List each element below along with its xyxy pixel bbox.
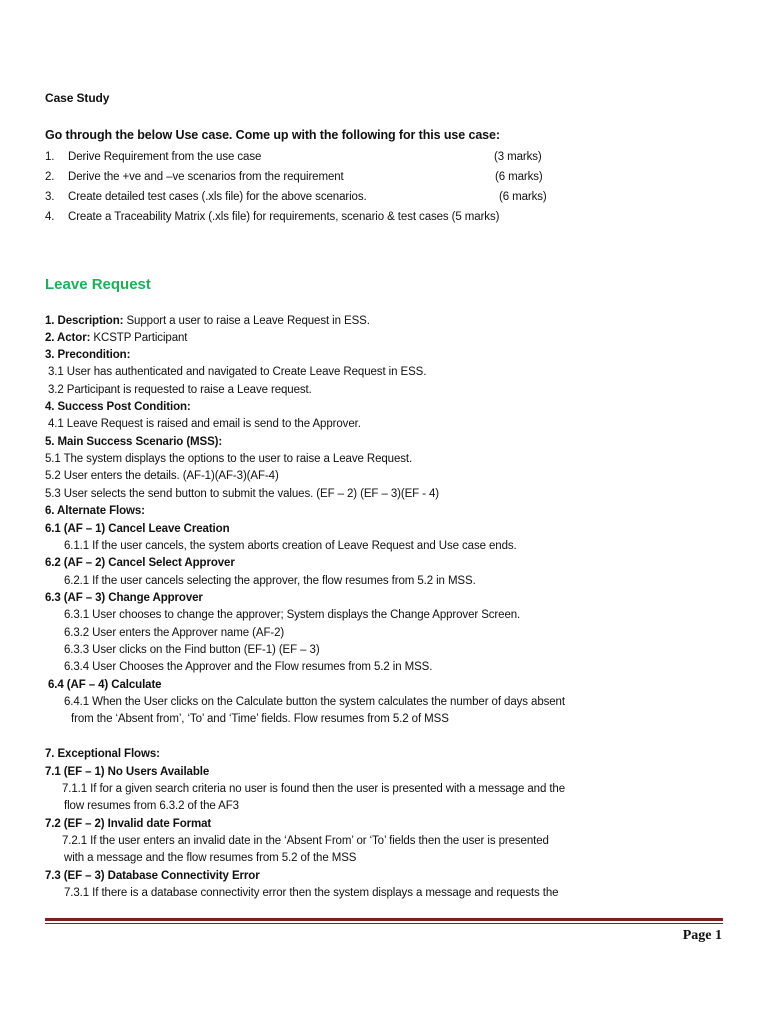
footer-divider-thin [45,923,723,924]
section-heading: Leave Request [45,276,151,293]
exceptional-flow-title: 7.1 (EF – 1) No Users Available [45,766,210,778]
description-label: 1. Description: [45,315,124,327]
case-study-title: Case Study [45,91,110,105]
exceptional-flow-title: 7.3 (EF – 3) Database Connectivity Error [45,870,260,882]
alternate-flow-title: 6.4 (AF – 4) Calculate [48,679,162,691]
precondition-item: 3.1 User has authenticated and navigated to Create Leave Request in ESS. [48,366,427,378]
alternate-flow-step: 6.3.1 User chooses to change the approver; System displays the Change Approver Screen. [64,609,521,621]
alternate-flow-step: 6.4.1 When the User clicks on the Calculate button the system calculates the number of days absent [64,696,565,708]
requirement-text: Derive the +ve and –ve scenarios from the requirement [68,171,344,183]
footer-divider [45,918,723,921]
requirement-text: Derive Requirement from the use case [68,151,262,163]
exceptional-flow-step: 7.1.1 If for a given search criteria no user is found then the user is presented with a message and the [62,783,566,795]
precondition-heading: 3. Precondition: [45,349,131,361]
alternate-flow-title: 6.2 (AF – 2) Cancel Select Approver [45,557,235,569]
mss-step: 5.2 User enters the details. (AF-1)(AF-3)(AF-4) [45,470,279,482]
requirement-number: 3. [45,191,55,203]
actor-line [45,330,187,347]
exceptional-flow-title: 7.2 (EF – 2) Invalid date Format [45,818,212,830]
requirement-text: Create a Traceability Matrix (.xls file) for requirements, scenario & test cases (5 marks) [68,211,500,223]
alternate-flow-step: 6.2.1 If the user cancels selecting the approver, the flow resumes from 5.2 in MSS. [64,575,476,587]
exceptional-flow-step: 7.2.1 If the user enters an invalid date in the ‘Absent From’ or ‘To’ fields then the user is presented [62,835,549,847]
alternate-flows-heading: 6. Alternate Flows: [45,505,145,517]
requirement-marks: (3 marks) [494,151,542,163]
alternate-flow-title: 6.3 (AF – 3) Change Approver [45,592,203,604]
exceptional-flow-step: 7.3.1 If there is a database connectivity error then the system displays a message and requests the [64,887,559,899]
description-text: Support a user to raise a Leave Request in ESS. [123,315,370,327]
intro-text: Go through the below Use case. Come up with the following for this use case: [45,128,500,142]
requirement-marks: (6 marks) [499,191,547,203]
alternate-flow-step: 6.1.1 If the user cancels, the system aborts creation of Leave Request and Use case ends. [64,540,517,552]
mss-step: 5.1 The system displays the options to the user to raise a Leave Request. [45,453,413,465]
actor-text: KCSTP Participant [90,332,188,344]
requirement-text: Create detailed test cases (.xls file) for the above scenarios. [68,191,367,203]
exceptional-flow-step-continued: with a message and the flow resumes from 5.2 of the MSS [64,852,357,864]
precondition-item: 3.2 Participant is requested to raise a Leave request. [48,384,312,396]
alternate-flow-step: 6.3.3 User clicks on the Find button (EF-1) (EF – 3) [64,644,320,656]
page-number: Page 1 [682,928,722,943]
alternate-flow-title: 6.1 (AF – 1) Cancel Leave Creation [45,523,230,535]
requirement-marks: (6 marks) [495,171,543,183]
actor-label: 2. Actor: [45,332,91,344]
requirement-number: 1. [45,151,55,163]
alternate-flow-step-continued: from the ‘Absent from’, ‘To’ and ‘Time’ fields. Flow resumes from 5.2 of MSS [71,713,449,725]
post-condition-item: 4.1 Leave Request is raised and email is send to the Approver. [48,418,361,430]
requirement-number: 4. [45,211,55,223]
mss-heading: 5. Main Success Scenario (MSS): [45,436,223,448]
alternate-flow-step: 6.3.2 User enters the Approver name (AF-2) [64,627,285,639]
requirement-number: 2. [45,171,55,183]
exceptional-flows-heading: 7. Exceptional Flows: [45,748,160,760]
description-line [45,313,370,330]
success-post-heading: 4. Success Post Condition: [45,401,191,413]
alternate-flow-step: 6.3.4 User Chooses the Approver and the Flow resumes from 5.2 in MSS. [64,661,433,673]
exceptional-flow-step-continued: flow resumes from 6.3.2 of the AF3 [64,800,239,812]
mss-step: 5.3 User selects the send button to submit the values. (EF – 2) (EF – 3)(EF - 4) [45,488,440,500]
